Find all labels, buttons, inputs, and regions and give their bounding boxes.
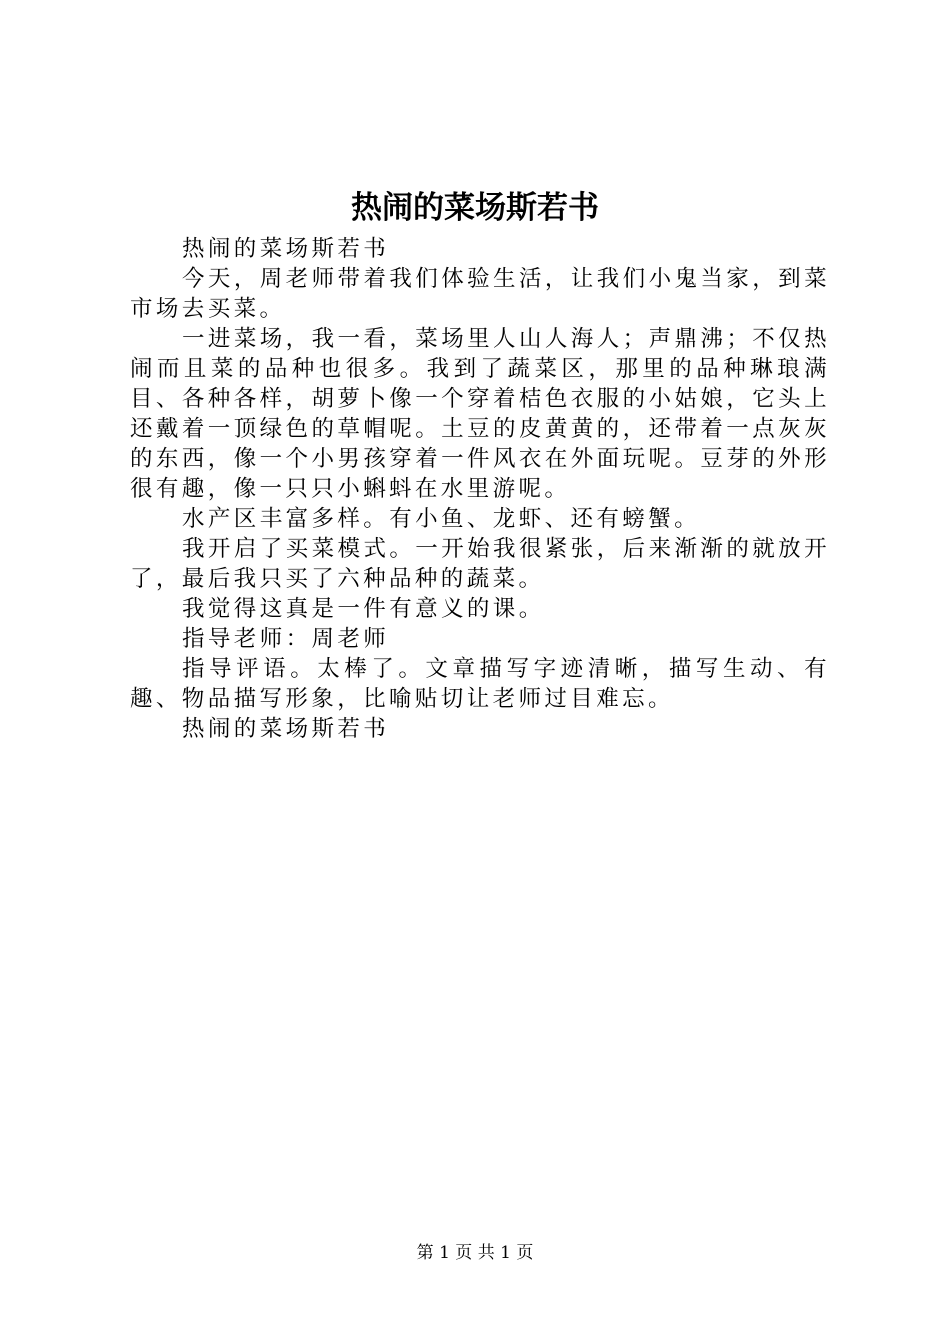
page-number-footer: 第 1 页 共 1 页 (416, 1243, 534, 1263)
paragraph-closing-title: 热闹的菜场斯若书 (182, 716, 390, 742)
paragraph-teacher: 指导老师：周老师 (182, 626, 390, 652)
paragraph-intro: 今天，周老师带着我们体验生活，让我们小鬼当家，到菜市场去买菜。 (130, 266, 830, 322)
paragraph-shopping: 我开启了买菜模式。一开始我很紧张，后来渐渐的就放开了，最后我只买了六种品种的蔬菜。 (130, 536, 830, 592)
document-title: 热闹的菜场斯若书 (351, 190, 599, 226)
paragraph-heading-repeat: 热闹的菜场斯若书 (182, 236, 390, 262)
paragraph-vegetable-area: 一进菜场，我一看，菜场里人山人海人；声鼎沸；不仅热闹而且菜的品种也很多。我到了蔬菜区，那里的品种琳琅满目、各种各样，胡萝卜像一个穿着桔色衣服的小姑娘，它头上还戴着一顶绿色的草帽呢。土豆的皮黄黄的，还带着一点灰灰的东西，像一个小男孩穿着一件风衣在外面玩呢。豆芽的外形很有趣，像一只只小蝌蚪在水里游呢。 (130, 326, 830, 502)
paragraph-conclusion: 我觉得这真是一件有意义的课。 (182, 596, 545, 622)
paragraph-seafood-area: 水产区丰富多样。有小鱼、龙虾、还有螃蟹。 (182, 506, 701, 532)
paragraph-comment: 指导评语。太棒了。文章描写字迹清晰，描写生动、有趣、物品描写形象，比喻贴切让老师过目难忘。 (130, 656, 830, 712)
document-body (130, 234, 830, 744)
